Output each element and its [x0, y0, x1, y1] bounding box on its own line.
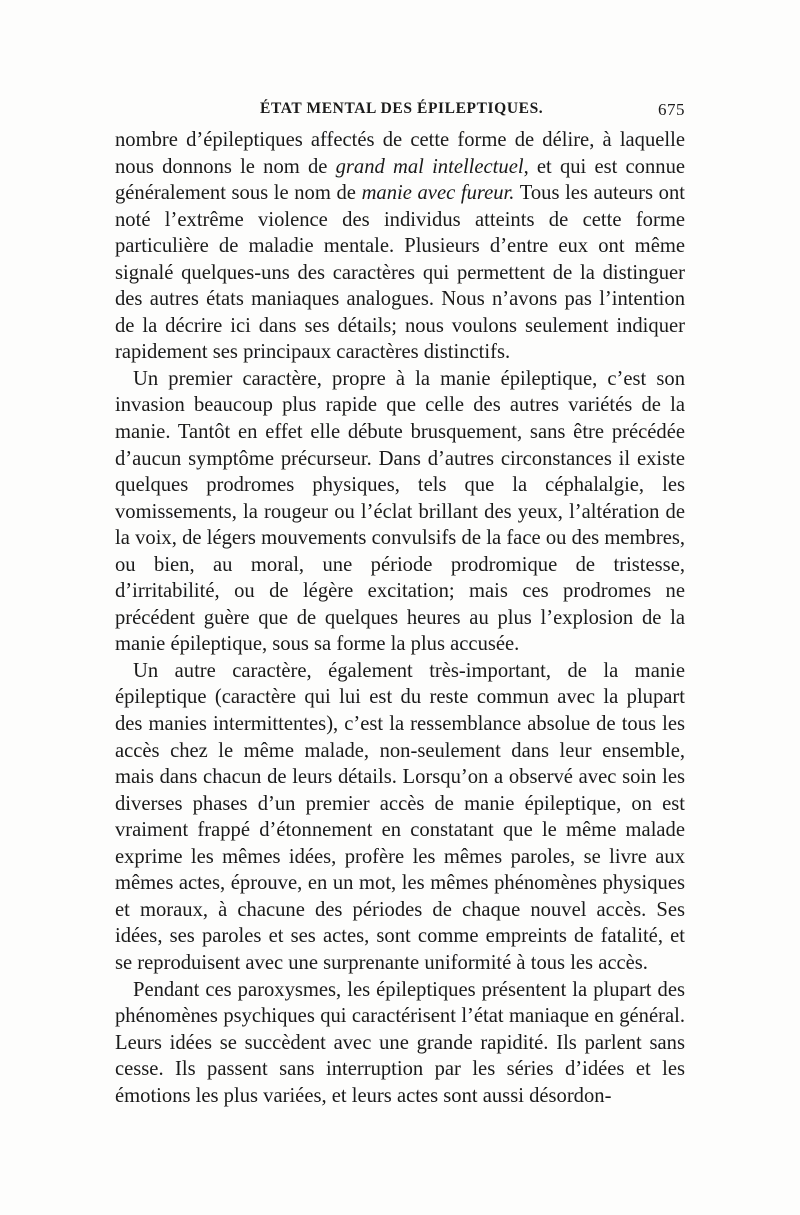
italic-term-manie-avec-fureur: manie avec fureur. — [361, 182, 515, 205]
paragraph-1 — [115, 127, 685, 366]
paragraph-2: Un premier caractère, propre à la manie épileptique, c’est son invasion beaucoup plus rapide que celle des autres variétés de la manie. Tantôt en effet elle débute brusquement, sans être précédée d’aucun symptôme précurseur. Dans d’autres circonstances il existe quelques prodromes physiques, tels que la céphalalgie, les vomissements, la rougeur ou l’éclat brillant des yeux, l’altération de la voix, de légers mouvements convulsifs de la face ou des membres, ou bien, au moral, une période prodromique de tristesse, d’irritabilité, ou de légère excitation; mais ces prodromes ne précédent guère que de quelques heures au plus l’explosion de la manie épileptique, sous sa forme la plus accusée. — [115, 367, 685, 656]
paragraph-1-text-b: , et qui est connue généralement sous le nom de — [115, 155, 686, 205]
running-head — [115, 100, 685, 124]
paragraph-4: Pendant ces paroxysmes, les épileptiques présentent la plupart des phénomènes psychiques qui caractérisent l’état maniaque en général. Leurs idées se succèdent avec une grande rapidité. Ils parlent sans cesse. Ils passent sans interruption par les séries d’idées et les émotions les plus variées, et leurs actes sont aussi désordon- — [115, 978, 685, 1107]
italic-term-grand-mal-intellectuel: grand mal intellectuel — [335, 155, 524, 178]
paragraph-1-text-c: Tous les auteurs ont noté l’extrême violence des individus atteints de cette forme particulière de maladie mentale. Plusieurs d’entre eux ont même signalé quelques-uns des caractères qui permettent de la distinguer des autres états maniaques analogues. Nous n’avons pas l’intention de la décrire ici dans ses détails; nous voulons seulement indiquer rapidement ses principaux caractères distinctifs. — [115, 182, 685, 364]
page-number: 675 — [658, 100, 685, 119]
body-text — [115, 127, 685, 1109]
running-title: ÉTAT MENTAL DES ÉPILEPTIQUES. — [260, 100, 544, 117]
paragraph-1-text-a: nombre d’épileptiques affectés de cette forme de délire, à laquelle nous donnons le nom de — [115, 129, 685, 178]
paragraph-3: Un autre caractère, également très-important, de la manie épileptique (caractère qui lui est du reste commun avec la plupart des manies intermittentes), c’est la ressemblance absolue de tous les accès chez le même malade, non-seulement dans leur ensemble, mais dans chacun de leurs détails. Lorsqu’on a observé avec soin les diverses phases d’un premier accès de manie épileptique, on est vraiment frappé d’étonnement en constatant que le même malade exprime les mêmes idées, profère les mêmes paroles, se livre aux mêmes actes, éprouve, en un mot, les mêmes phénomènes physiques et moraux, à chacune des périodes de chaque nouvel accès. Ses idées, ses paroles et ses actes, sont comme empreints de fatalité, et se reproduisent avec une surprenante uniformité à tous les accès. — [115, 659, 685, 974]
